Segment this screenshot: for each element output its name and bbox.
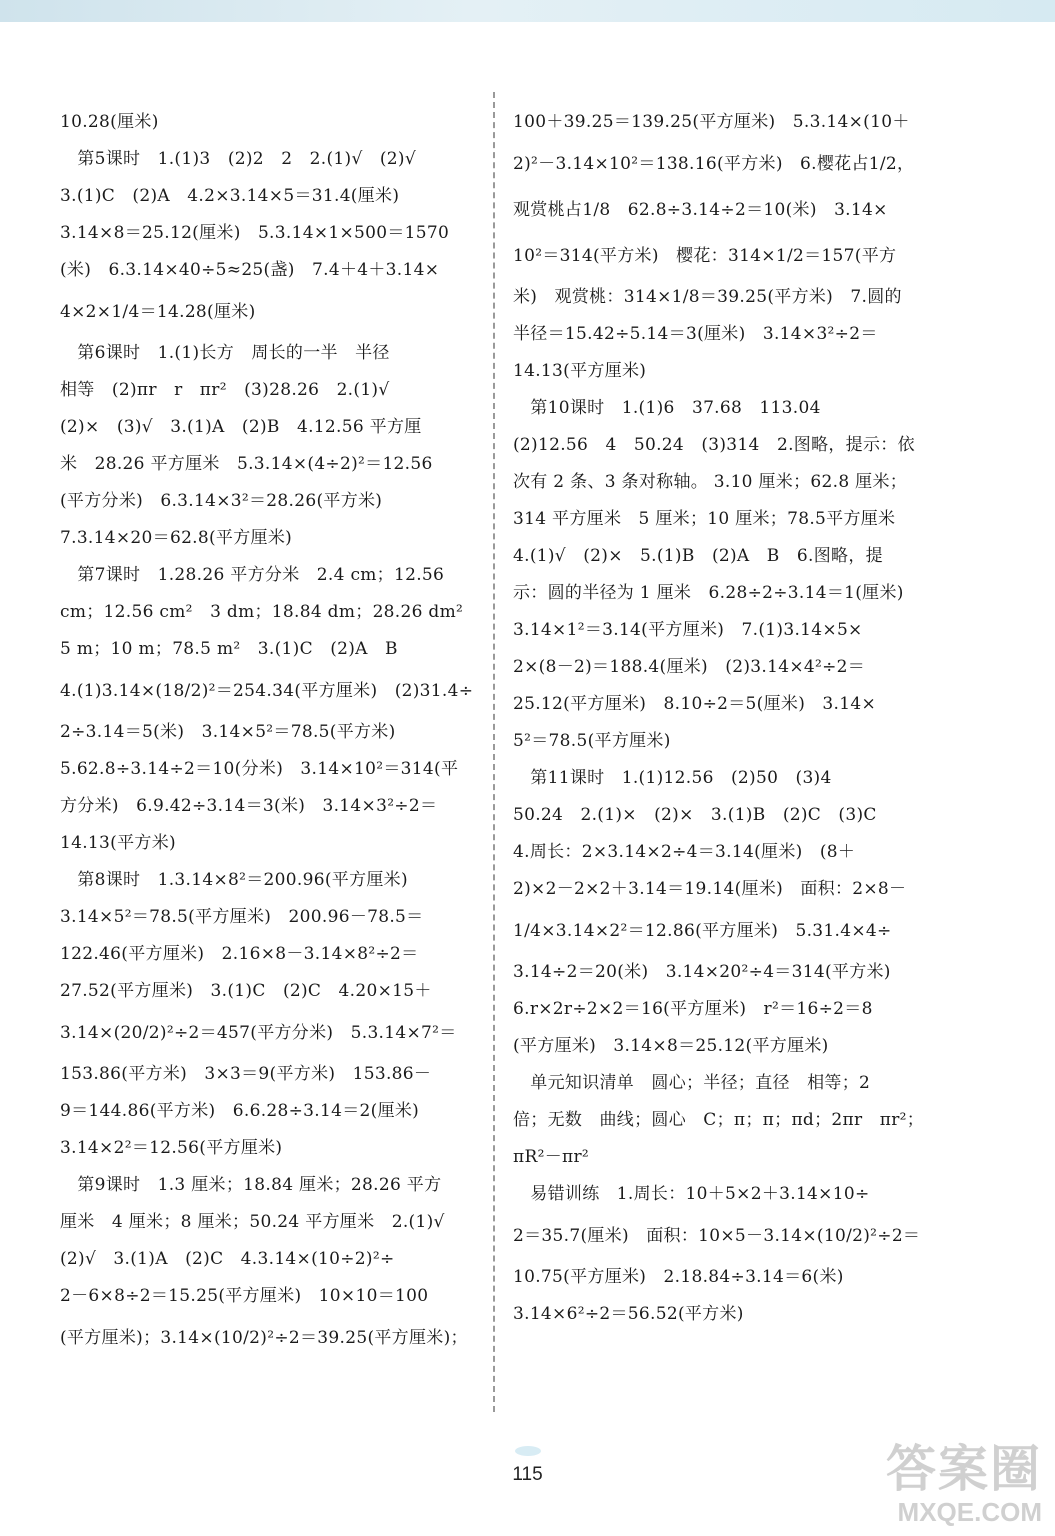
answer-line: 倍；无数 曲线；圆心 C；π；π；πd；2πr πr²； xyxy=(513,1110,925,1130)
top-color-band xyxy=(0,0,1055,22)
answer-line: 2÷3.14＝5(米) 3.14×5²＝78.5(平方米) xyxy=(60,722,396,742)
lesson-9-heading-line: 第9课时 1.3 厘米；18.84 厘米；28.26 平方 xyxy=(60,1175,442,1195)
answer-line: (2)× (3)√ 3.(1)A (2)B 4.12.56 平方厘 xyxy=(60,417,422,437)
answer-line: 14.13(平方米) xyxy=(60,833,176,853)
answer-line: 相等 (2)πr r πr² (3)28.26 2.(1)√ xyxy=(60,380,390,400)
answer-line: 次有 2 条、3 条对称轴。 3.10 厘米；62.8 厘米； xyxy=(513,472,908,492)
answer-line: 示：圆的半径为 1 厘米 6.28÷2÷3.14＝1(厘米) xyxy=(513,583,904,603)
answer-line: 5 m；10 m；78.5 m² 3.(1)C (2)A B xyxy=(60,639,398,659)
answer-line: 2－6×8÷2＝15.25(平方厘米) 10×10＝100 xyxy=(60,1286,429,1306)
left-answer-column xyxy=(60,104,478,1361)
answer-line: 3.14×8＝25.12(厘米) 5.3.14×1×500＝1570 xyxy=(60,223,450,243)
right-answer-column xyxy=(513,104,933,1333)
answer-line: 4.周长：2×3.14×2÷4＝3.14(厘米) (8＋ xyxy=(513,842,856,862)
error-practice-heading-line: 易错训练 1.周长：10＋5×2＋3.14×10÷ xyxy=(513,1184,870,1204)
answer-line: 10²＝314(平方米) 樱花：314×1/2＝157(平方 xyxy=(513,246,897,266)
watermark-url-text: MXQE.COM xyxy=(897,1497,1042,1527)
answer-line: 10.75(平方厘米) 2.18.84÷3.14＝6(米) xyxy=(513,1267,844,1287)
answer-line: 2)²－3.14×10²＝138.16(平方米) 6.樱花占1/2， xyxy=(513,154,915,174)
answer-line: 4×2×1/4＝14.28(厘米) xyxy=(60,302,256,322)
answer-line: 5.62.8÷3.14÷2＝10(分米) 3.14×10²＝314(平 xyxy=(60,759,459,779)
answer-line: 米) 观赏桃：314×1/8＝39.25(平方米) 7.圆的 xyxy=(513,287,902,307)
answer-line: 9＝144.86(平方米) 6.6.28÷3.14＝2(厘米) xyxy=(60,1101,420,1121)
answer-line: 153.86(平方米) 3×3＝9(平方米) 153.86－ xyxy=(60,1064,432,1084)
answer-line: 4.(1)√ (2)× 5.(1)B (2)A B 6.图略，提 xyxy=(513,546,883,566)
answer-line: 半径＝15.42÷5.14＝3(厘米) 3.14×3²÷2＝ xyxy=(513,324,878,344)
answer-line: 25.12(平方厘米) 8.10÷2＝5(厘米) 3.14× xyxy=(513,694,877,714)
answer-line: (2)√ 3.(1)A (2)C 4.3.14×(10÷2)²÷ xyxy=(60,1249,395,1269)
answer-line: 100＋39.25＝139.25(平方厘米) 5.3.14×(10＋ xyxy=(513,112,910,132)
answer-line: 5²＝78.5(平方厘米) xyxy=(513,731,671,751)
answer-line: 122.46(平方厘米) 2.16×8－3.14×8²÷2＝ xyxy=(60,944,419,964)
watermark xyxy=(880,1440,1050,1532)
unit-summary-heading-line: 单元知识清单 圆心；半径；直径 相等；2 xyxy=(513,1073,871,1093)
answer-line: 10.28(厘米) xyxy=(60,112,159,132)
answer-line: (平方厘米) 3.14×8＝25.12(平方厘米) xyxy=(513,1036,829,1056)
lesson-8-heading-line: 第8课时 1.3.14×8²＝200.96(平方厘米) xyxy=(60,870,408,890)
answer-line: 1/4×3.14×2²＝12.86(平方厘米) 5.31.4×4÷ xyxy=(513,921,892,941)
answer-line: (2)12.56 4 50.24 (3)314 2.图略，提示：依 xyxy=(513,435,915,455)
lesson-11-heading-line: 第11课时 1.(1)12.56 (2)50 (3)4 xyxy=(513,768,832,788)
answer-line: cm；12.56 cm² 3 dm；18.84 dm；28.26 dm² xyxy=(60,602,464,622)
lesson-5-heading-line: 第5课时 1.(1)3 (2)2 2 2.(1)√ (2)√ xyxy=(60,149,416,169)
answer-line: 314 平方厘米 5 厘米；10 厘米；78.5平方厘米 xyxy=(513,509,896,529)
answer-line: 2＝35.7(厘米) 面积：10×5－3.14×(10/2)²÷2＝ xyxy=(513,1226,921,1246)
answer-line: 27.52(平方厘米) 3.(1)C (2)C 4.20×15＋ xyxy=(60,981,432,1001)
answer-line: 3.14×(20/2)²÷2＝457(平方分米) 5.3.14×7²＝ xyxy=(60,1023,457,1043)
answer-line: 厘米 4 厘米；8 厘米；50.24 平方厘米 2.(1)√ xyxy=(60,1212,445,1232)
answer-line: 2×(8－2)＝188.4(厘米) (2)3.14×4²÷2＝ xyxy=(513,657,866,677)
answer-line: 14.13(平方厘米) xyxy=(513,361,647,381)
answer-line: 3.14×2²＝12.56(平方厘米) xyxy=(60,1138,283,1158)
column-divider xyxy=(493,92,495,1412)
answer-line: (平方分米) 6.3.14×3²＝28.26(平方米) xyxy=(60,491,383,511)
answer-line: 3.14×5²＝78.5(平方厘米) 200.96－78.5＝ xyxy=(60,907,424,927)
answer-line: 50.24 2.(1)× (2)× 3.(1)B (2)C (3)C xyxy=(513,805,877,825)
answer-line: 4.(1)3.14×(18/2)²＝254.34(平方厘米) (2)31.4÷ xyxy=(60,681,474,701)
answer-line: 3.14÷2＝20(米) 3.14×20²÷4＝314(平方米) xyxy=(513,962,891,982)
watermark-logo-text: 答案圈 xyxy=(886,1441,1042,1497)
answer-line: 方分米) 6.9.42÷3.14＝3(米) 3.14×3²÷2＝ xyxy=(60,796,438,816)
answer-line: 3.(1)C (2)A 4.2×3.14×5＝31.4(厘米) xyxy=(60,186,400,206)
answer-line: 3.14×6²÷2＝56.52(平方米) xyxy=(513,1304,744,1324)
lesson-10-heading-line: 第10课时 1.(1)6 37.68 113.04 xyxy=(513,398,821,418)
answer-line: 2)×2－2×2＋3.14＝19.14(厘米) 面积：2×8－ xyxy=(513,879,907,899)
answer-line: 3.14×1²＝3.14(平方厘米) 7.(1)3.14×5× xyxy=(513,620,863,640)
answer-line: 7.3.14×20＝62.8(平方厘米) xyxy=(60,528,293,548)
answer-line: πR²－πr² xyxy=(513,1147,590,1167)
answer-line: 观赏桃占1/8 62.8÷3.14÷2＝10(米) 3.14× xyxy=(513,200,888,220)
lesson-7-heading-line: 第7课时 1.28.26 平方分米 2.4 cm；12.56 xyxy=(60,565,445,585)
answer-line: 6.r×2r÷2×2＝16(平方厘米) r²＝16÷2＝8 xyxy=(513,999,873,1019)
answer-line: (平方厘米)；3.14×(10/2)²÷2＝39.25(平方厘米)； xyxy=(60,1328,468,1348)
page-number: 115 xyxy=(512,1464,543,1485)
lesson-6-heading-line: 第6课时 1.(1)长方 周长的一半 半径 xyxy=(60,343,390,363)
page-number-decoration xyxy=(515,1446,541,1456)
answer-line: (米) 6.3.14×40÷5≈25(盏) 7.4＋4＋3.14× xyxy=(60,260,440,280)
answer-line: 米 28.26 平方厘米 5.3.14×(4÷2)²＝12.56 xyxy=(60,454,433,474)
